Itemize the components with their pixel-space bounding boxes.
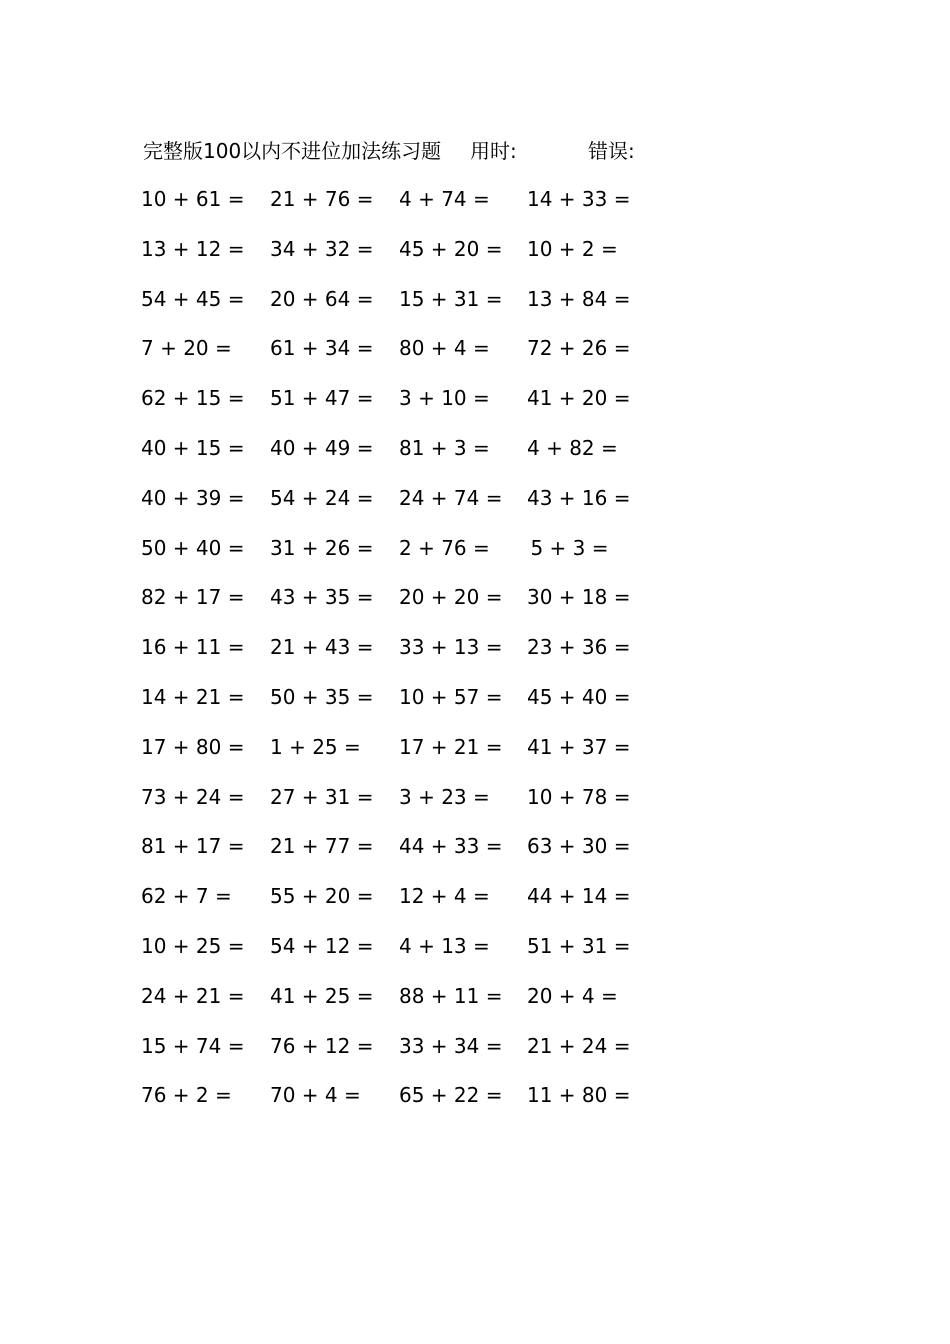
addition-problem: 80 + 4 =: [399, 336, 490, 361]
addition-problem: 21 + 77 =: [270, 834, 374, 859]
addition-problem: 70 + 4 =: [270, 1083, 361, 1108]
errors-label: 错误:: [588, 139, 635, 163]
problem-row: [143, 185, 663, 235]
addition-problem: 54 + 45 =: [141, 286, 245, 311]
addition-problem: 17 + 21 =: [399, 734, 503, 759]
addition-problem: 24 + 21 =: [141, 983, 245, 1008]
addition-problem: 20 + 64 =: [270, 286, 374, 311]
addition-problem: 41 + 37 =: [527, 734, 631, 759]
addition-problem: 61 + 34 =: [270, 336, 374, 361]
addition-problem: 41 + 20 =: [527, 386, 631, 411]
problem-row: [143, 384, 663, 434]
addition-problem: 10 + 25 =: [141, 933, 245, 958]
problem-row: [143, 633, 663, 683]
addition-problem: 63 + 30 =: [527, 834, 631, 859]
addition-problem: 15 + 31 =: [399, 286, 503, 311]
addition-problem: 13 + 84 =: [527, 286, 631, 311]
problem-row: [143, 1032, 663, 1082]
addition-problem: 50 + 35 =: [270, 684, 374, 709]
addition-problem: 4 + 82 =: [527, 435, 618, 460]
addition-problem: 21 + 76 =: [270, 187, 374, 211]
addition-problem: 82 + 17 =: [141, 585, 245, 610]
addition-problem: 73 + 24 =: [141, 784, 245, 809]
addition-problem: 12 + 4 =: [399, 884, 490, 909]
problem-grid: [143, 185, 663, 1131]
addition-problem: 40 + 15 =: [141, 435, 245, 460]
addition-problem: 62 + 7 =: [141, 884, 232, 909]
addition-problem: 55 + 20 =: [270, 884, 374, 909]
addition-problem: 44 + 33 =: [399, 834, 503, 859]
problem-row: [143, 932, 663, 982]
problem-row: [143, 982, 663, 1032]
addition-problem: 20 + 20 =: [399, 585, 503, 610]
addition-problem: 54 + 12 =: [270, 933, 374, 958]
addition-problem: 81 + 17 =: [141, 834, 245, 859]
problem-row: [143, 683, 663, 733]
addition-problem: 23 + 36 =: [527, 635, 631, 660]
problem-row: [143, 484, 663, 534]
addition-problem: 65 + 22 =: [399, 1083, 503, 1108]
addition-problem: 72 + 26 =: [527, 336, 631, 361]
addition-problem: 3 + 10 =: [399, 386, 490, 411]
addition-problem: 27 + 31 =: [270, 784, 374, 809]
addition-problem: 13 + 12 =: [141, 236, 245, 261]
addition-problem: 15 + 74 =: [141, 1033, 245, 1058]
addition-problem: 40 + 39 =: [141, 485, 245, 510]
addition-problem: 3 + 23 =: [399, 784, 490, 809]
addition-problem: 43 + 35 =: [270, 585, 374, 610]
addition-problem: 16 + 11 =: [141, 635, 245, 660]
addition-problem: 43 + 16 =: [527, 485, 631, 510]
addition-problem: 21 + 43 =: [270, 635, 374, 660]
addition-problem: 30 + 18 =: [527, 585, 631, 610]
addition-problem: 40 + 49 =: [270, 435, 374, 460]
addition-problem: 41 + 25 =: [270, 983, 374, 1008]
problem-row: [143, 832, 663, 882]
worksheet-title: 完整版100以内不进位加法练习题: [143, 139, 442, 163]
addition-problem: 14 + 33 =: [527, 187, 631, 211]
addition-problem: 11 + 80 =: [527, 1083, 631, 1108]
problem-row: [143, 882, 663, 932]
addition-problem: 7 + 20 =: [141, 336, 232, 361]
addition-problem: 4 + 74 =: [399, 187, 490, 211]
addition-problem: 45 + 40 =: [527, 684, 631, 709]
addition-problem: 51 + 31 =: [527, 933, 631, 958]
addition-problem: 33 + 13 =: [399, 635, 503, 660]
time-used-label: 用时:: [470, 139, 517, 163]
problem-row: [143, 235, 663, 285]
problem-row: [143, 1081, 663, 1131]
addition-problem: 81 + 3 =: [399, 435, 490, 460]
addition-problem: 31 + 26 =: [270, 535, 374, 560]
addition-problem: 62 + 15 =: [141, 386, 245, 411]
addition-problem: 54 + 24 =: [270, 485, 374, 510]
addition-problem: 5 + 3 =: [530, 535, 609, 560]
addition-problem: 17 + 80 =: [141, 734, 245, 759]
addition-problem: 24 + 74 =: [399, 485, 503, 510]
addition-problem: 20 + 4 =: [527, 983, 618, 1008]
addition-problem: 10 + 61 =: [141, 187, 245, 211]
problem-row: [143, 733, 663, 783]
problem-row: [143, 285, 663, 335]
addition-problem: 2 + 76 =: [399, 535, 490, 560]
addition-problem: 10 + 57 =: [399, 684, 503, 709]
addition-problem: 76 + 2 =: [141, 1083, 232, 1108]
addition-problem: 14 + 21 =: [141, 684, 245, 709]
addition-problem: 4 + 13 =: [399, 933, 490, 958]
addition-problem: 1 + 25 =: [270, 734, 361, 759]
addition-problem: 44 + 14 =: [527, 884, 631, 909]
problem-row: [143, 334, 663, 384]
addition-problem: 88 + 11 =: [399, 983, 503, 1008]
problem-row: [143, 534, 663, 584]
addition-problem: 10 + 78 =: [527, 784, 631, 809]
addition-problem: 45 + 20 =: [399, 236, 503, 261]
addition-problem: 33 + 34 =: [399, 1033, 503, 1058]
addition-problem: 76 + 12 =: [270, 1033, 374, 1058]
addition-problem: 51 + 47 =: [270, 386, 374, 411]
problem-row: [143, 783, 663, 833]
addition-problem: 50 + 40 =: [141, 535, 245, 560]
problem-row: [143, 583, 663, 633]
addition-problem: 34 + 32 =: [270, 236, 374, 261]
problem-row: [143, 434, 663, 484]
addition-problem: 21 + 24 =: [527, 1033, 631, 1058]
addition-problem: 10 + 2 =: [527, 236, 618, 261]
